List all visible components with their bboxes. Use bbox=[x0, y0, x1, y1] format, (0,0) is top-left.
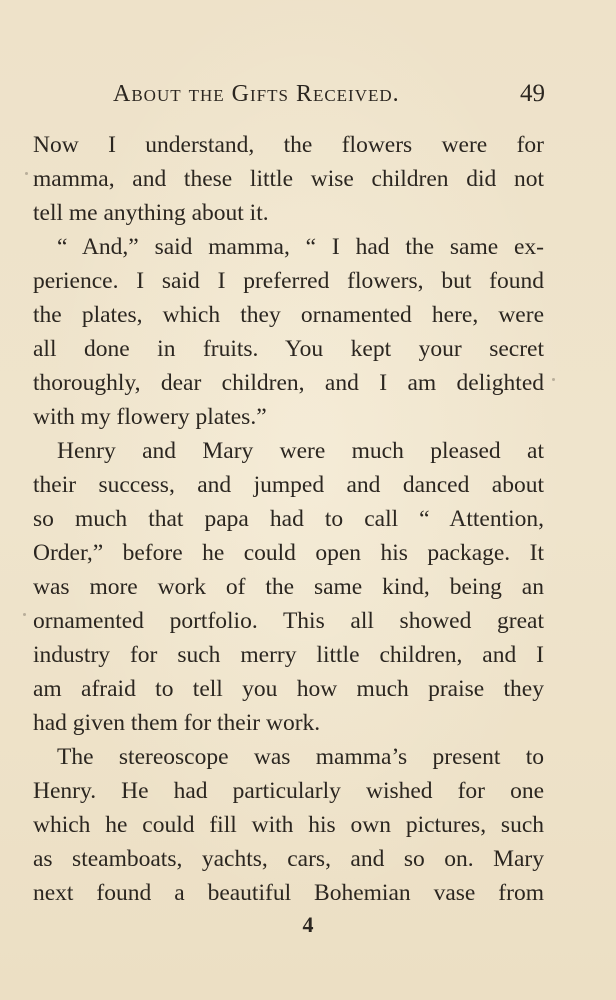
text-line: Henry and Mary were much pleased at bbox=[57, 438, 544, 464]
text-line: had given them for their work. bbox=[33, 710, 321, 736]
text-line: the plates, which they ornamented here, were bbox=[33, 302, 544, 328]
text-line: next found a beautiful Bohemian vase from bbox=[33, 880, 544, 906]
text-line: their success, and jumped and danced about bbox=[33, 472, 544, 498]
running-title: About the Gifts Received. bbox=[113, 81, 400, 107]
body-text bbox=[33, 128, 544, 910]
text-line: “ And,” said mamma, “ I had the same ex- bbox=[57, 234, 544, 260]
text-line: perience. I said I preferred flowers, but found bbox=[33, 268, 544, 294]
text-line: industry for such merry little children, and I bbox=[33, 642, 544, 668]
text-line: Order,” before he could open his package. It bbox=[33, 540, 544, 566]
text-line: am afraid to tell you how much praise they bbox=[33, 676, 544, 702]
text-line: mamma, and these little wise children did not bbox=[33, 166, 544, 192]
signature-mark: 4 bbox=[302, 912, 314, 937]
text-line: ornamented portfolio. This all showed great bbox=[33, 608, 544, 634]
text-line: as steamboats, yachts, cars, and so on. Mary bbox=[33, 846, 544, 872]
page-number: 49 bbox=[520, 80, 545, 107]
text-line: all done in fruits. You kept your secret bbox=[33, 336, 544, 362]
text-line: so much that papa had to call “ Attention, bbox=[33, 506, 544, 532]
text-line: thoroughly, dear children, and I am delighted bbox=[33, 370, 544, 396]
paper-speck bbox=[25, 172, 28, 175]
text-line: The stereoscope was mamma’s present to bbox=[57, 744, 544, 770]
text-line: tell me anything about it. bbox=[33, 200, 269, 226]
text-line: was more work of the same kind, being an bbox=[33, 574, 544, 600]
text-line: which he could fill with his own pictures, such bbox=[33, 812, 544, 838]
paper-speck bbox=[23, 613, 26, 616]
running-head bbox=[113, 78, 545, 110]
text-line: Now I understand, the flowers were for bbox=[33, 132, 544, 158]
paper-speck bbox=[552, 378, 555, 381]
text-line: with my flowery plates.” bbox=[33, 404, 267, 430]
text-line: Henry. He had particularly wished for one bbox=[33, 778, 544, 804]
